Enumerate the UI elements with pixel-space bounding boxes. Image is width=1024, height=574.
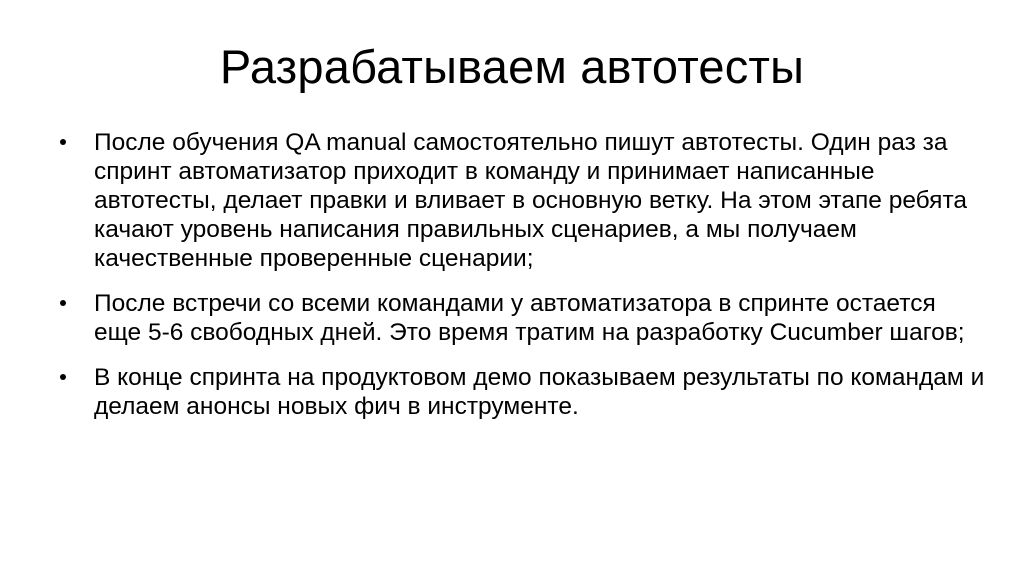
bullet-text: После обучения QA manual самостоятельно пишут автотесты. Один раз за спринт автоматизатор приходит в команду и принимает написанные автотесты, делает правки и вливает в основную ветку. На этом этапе ребята качают уровень написания правильных сценариев, а мы получаем качественные проверенные сценарии;	[94, 129, 968, 272]
bullet-item	[58, 128, 988, 273]
bullet-text: После встречи со всеми командами у автоматизатора в спринте остается еще 5-6 свободных дней. Это время тратим на разработку Cucumber шагов;	[94, 290, 965, 346]
slide-title: Разрабатываем автотесты	[219, 40, 805, 93]
bullet-dot-icon	[60, 139, 66, 145]
bullet-item	[58, 363, 988, 421]
bullet-list	[58, 128, 988, 437]
bullet-dot-icon	[60, 300, 66, 306]
bullet-item	[58, 289, 988, 347]
bullet-dot-icon	[60, 374, 66, 380]
bullet-text: В конце спринта на продуктовом демо показываем результаты по командам и делаем анонсы новых фич в инструменте.	[94, 364, 985, 420]
